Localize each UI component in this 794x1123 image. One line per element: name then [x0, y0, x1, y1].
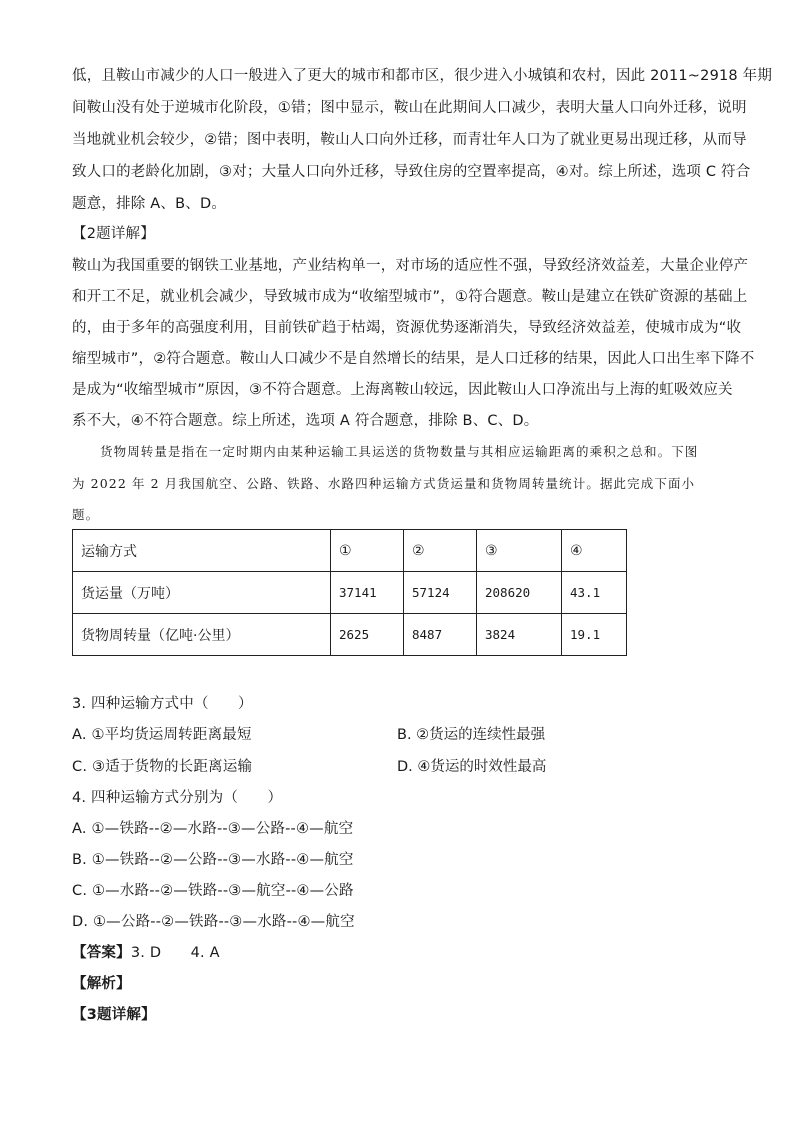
q2-line: 系不大，④不符合题意。综上所述，选项 A 符合题意，排除 B、C、D。 [72, 413, 539, 429]
q2-line: 缩型城市”，②符合题意。鞍山人口减少不是自然增长的结果，是人口迁移的结果，因此人口出生率下降不 [72, 351, 755, 367]
q3-option-d: D. ④货运的时效性最高 [397, 759, 547, 775]
table-cell: 2625 [331, 614, 404, 656]
q2-line: 的，由于多年的高强度利用，目前铁矿趋于枯竭，资源优势逐渐消失，导致经济效益差，使城市成为“收 [72, 320, 742, 336]
question-intro: 货物周转量是指在一定时期内由某种运输工具运送的货物数量与其相应运输距离的乘积之总和。下图 [100, 444, 699, 459]
q2-line: 鞍山为我国重要的钢铁工业基地，产业结构单一，对市场的适应性不强，导致经济效益差，大量企业停产 [72, 258, 749, 274]
answer-label: 【答案】 [72, 945, 131, 961]
table-header-cell: ④ [562, 530, 627, 572]
table-header-cell: ② [404, 530, 477, 572]
analysis-label: 【解析】 [72, 976, 131, 992]
explanation-line: 间鞍山没有处于逆城市化阶段，①错；图中显示，鞍山在此期间人口减少，表明大量人口向外迁移，说明 [72, 100, 747, 116]
table-row [73, 572, 627, 614]
q2-line: 和开工不足，就业机会减少，导致城市成为“收缩型城市”，①符合题意。鞍山是建立在铁矿资源的基础上 [72, 289, 748, 305]
q4-stem: 4. 四种运输方式分别为（ ） [72, 790, 283, 806]
q4-option-d: D. ①—公路--②—铁路--③—水路--④—航空 [72, 914, 355, 930]
question-intro: 题。 [72, 507, 100, 522]
question-intro: 为 2022 年 2 月我国航空、公路、铁路、水路四种运输方式货运量和货物周转量统计。据此完成下面小 [72, 476, 696, 491]
answer-line [72, 943, 220, 963]
table-cell: 37141 [331, 572, 404, 614]
table-cell: 208620 [477, 572, 562, 614]
table-cell: 8487 [404, 614, 477, 656]
table-cell: 43.1 [562, 572, 627, 614]
q4-option-b: B. ①—铁路--②—公路--③—水路--④—航空 [72, 852, 354, 868]
table-cell: 57124 [404, 572, 477, 614]
q3-stem: 3. 四种运输方式中（ ） [72, 696, 253, 712]
transport-table [72, 529, 627, 656]
q4-option-a: A. ①—铁路--②—水路--③—公路--④—航空 [72, 821, 354, 837]
table-header-cell: ① [331, 530, 404, 572]
q3-header: 【3题详解】 [72, 1007, 156, 1023]
explanation-line: 低，且鞍山市减少的人口一般进入了更大的城市和都市区，很少进入小城镇和农村，因此 2011~2918 年期 [72, 68, 773, 84]
q3-option-a: A. ①平均货运周转距离最短 [72, 727, 252, 743]
explanation-line: 当地就业机会较少，②错；图中表明，鞍山人口向外迁移，而青壮年人口为了就业更易出现迁移，从而导 [72, 132, 747, 148]
q3-option-c: C. ③适于货物的长距离运输 [72, 759, 253, 775]
table-cell: 19.1 [562, 614, 627, 656]
table-cell: 货物周转量（亿吨·公里） [73, 614, 331, 656]
table-row [73, 614, 627, 656]
q2-header: 【2题详解】 [72, 226, 155, 242]
table-header-cell: 运输方式 [73, 530, 331, 572]
q2-line: 是成为“收缩型城市”原因，③不符合题意。上海离鞍山较远，因此鞍山人口净流出与上海的虹吸效应关 [72, 382, 733, 398]
table-header-cell: ③ [477, 530, 562, 572]
explanation-line: 题意，排除 A、B、D。 [72, 196, 227, 212]
table-header-row [73, 530, 627, 572]
answer-value: 3. D 4. A [130, 945, 220, 961]
table-cell: 货运量（万吨） [73, 572, 331, 614]
q3-option-b: B. ②货运的连续性最强 [397, 727, 546, 743]
q4-option-c: C. ①—水路--②—铁路--③—航空--④—公路 [72, 883, 354, 899]
table-cell: 3824 [477, 614, 562, 656]
explanation-line: 致人口的老龄化加剧，③对；大量人口向外迁移，导致住房的空置率提高，④对。综上所述，选项 C 符合 [72, 164, 751, 180]
